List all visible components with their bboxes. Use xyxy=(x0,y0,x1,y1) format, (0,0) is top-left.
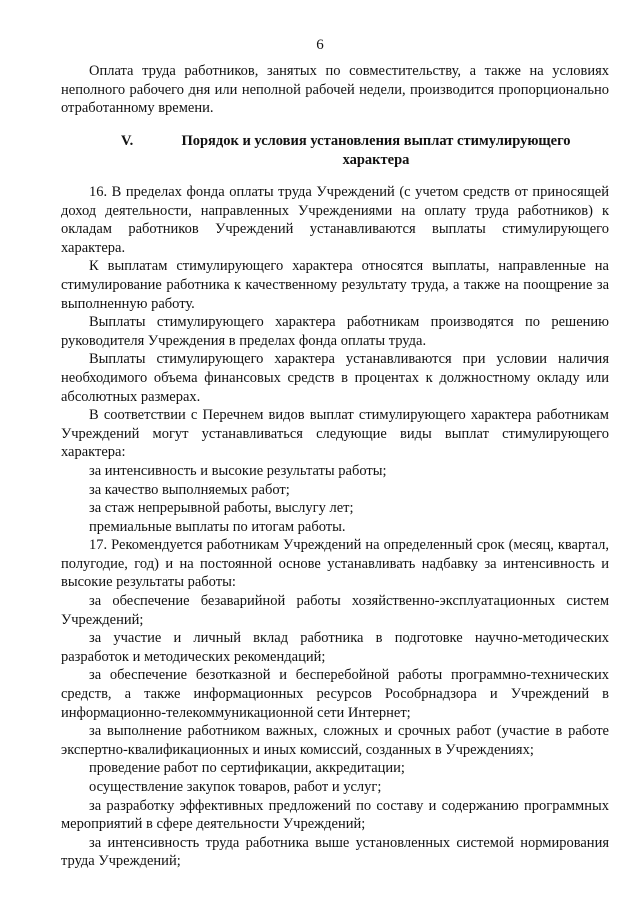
section-title: Порядок и условия установления выплат стимулирующего характера xyxy=(181,133,571,168)
section-body xyxy=(61,183,609,871)
section-heading xyxy=(61,132,609,170)
list-item: за стаж непрерывной работы, выслугу лет; xyxy=(89,500,354,517)
page-number: 6 xyxy=(316,37,324,53)
intro-block xyxy=(61,62,609,118)
list-item: проведение работ по сертификации, аккредитации; xyxy=(89,760,405,777)
list-item: за обеспечение безотказной и бесперебойной работы программно-технических средств, а также информационных ресурсов Рособрнадзора и Учреждений в информационно-телекоммуникационной сети Интернет; xyxy=(61,667,609,721)
list-item: за выполнение работником важных, сложных и срочных работ (участие в работе экспертно-квалификационных и иных комиссий, созданных в Учреждениях; xyxy=(61,723,609,758)
list-item: премиальные выплаты по итогам работы. xyxy=(89,518,346,535)
section-number: V. xyxy=(121,133,134,149)
paragraph-stimulating-payments: К выплатам стимулирующего характера относятся выплаты, направленные на стимулирование работника к качественному результату труда, а также на поощрение за выполненную работу. xyxy=(61,258,609,312)
list-item: за разработку эффективных предложений по составу и содержанию программных мероприятий в сфере деятельности Учреждений; xyxy=(61,797,609,833)
paragraph-payments-condition: Выплаты стимулирующего характера устанавливаются при условии наличия необходимого объема финансовых средств в процентах к должностному окладу или абсолютных размерах. xyxy=(61,351,609,405)
list-item: осуществление закупок товаров, работ и услуг; xyxy=(89,779,382,795)
list-item: за обеспечение безаварийной работы хозяйственно-эксплуатационных систем Учреждений; xyxy=(61,593,609,628)
paragraph-17: 17. Рекомендуется работникам Учреждений на определенный срок (месяц, квартал, полугодие, год) и на постоянной основе устанавливать надбавку за интенсивность и высокие результаты работы: xyxy=(61,537,609,591)
list-item: за качество выполняемых работ; xyxy=(89,481,290,498)
paragraph-16: 16. В пределах фонда оплаты труда Учреждений (с учетом средств от приносящей доход деятельности, направленных Учреждениями на оплату труда работников) к окладам работников Учреждений устанавливаются выплаты стимулирующего характера. xyxy=(61,184,609,256)
intro-paragraph: Оплата труда работников, занятых по совместительству, а также на условиях неполного рабочего дня или неполной рабочей недели, производится пропорционально отработанному времени. xyxy=(61,63,609,117)
paragraph-payment-types: В соответствии с Перечнем видов выплат стимулирующего характера работникам Учреждений могут устанавливаться следующие виды выплат стимулирующего характера: xyxy=(61,407,609,461)
paragraph-payments-decision: Выплаты стимулирующего характера работникам производятся по решению руководителя Учреждения в пределах фонда оплаты труда. xyxy=(61,314,609,349)
list-item: за интенсивность и высокие результаты работы; xyxy=(89,462,387,479)
list-item: за интенсивность труда работника выше установленных системой нормирования труда Учреждений; xyxy=(61,834,609,870)
list-item: за участие и личный вклад работника в подготовке научно-методических разработок и методических рекомендаций; xyxy=(61,630,609,665)
